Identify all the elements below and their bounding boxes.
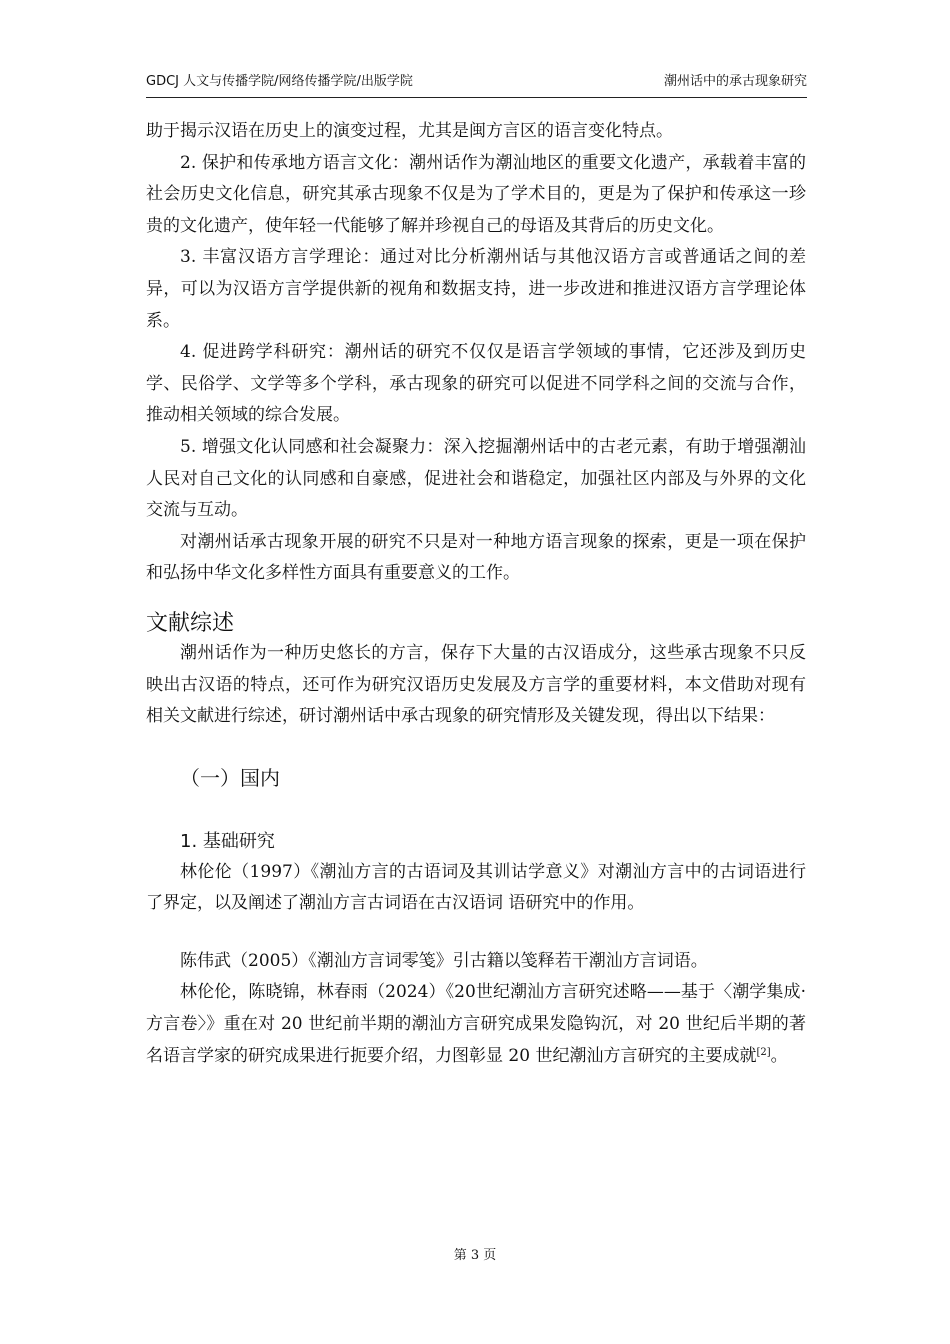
list-item-2: 2. 保护和传承地方语言文化：潮州话作为潮汕地区的重要文化遗产，承载着丰富的社会历史文化信息，研究其承古现象不仅是为了学术目的，更是为了保护和传承这一珍贵的文化遗产，使年轻一代能够了解并珍视自己的母语及其背后的历史文化。 xyxy=(146,152,806,236)
subsection-heading: （一）国内 xyxy=(180,765,280,790)
spacer xyxy=(146,920,806,946)
list-item-5: 5. 增强文化认同感和社会凝聚力：深入挖掘潮州话中的古老元素，有助于增强潮汕人民对自己文化的认同感和自豪感，促进社会和谐稳定，加强社区内部及与外界的文化交流与互动。 xyxy=(146,436,806,521)
reference-text: 林伦伦，陈晓锦，林春雨（2024）《20世纪潮汕方言研究述略——基于〈潮学集成·方言卷〉》重在对 20 世纪前半期的潮汕方言研究成果发隐钩沉，对 20 世纪后半期的著名语言学家的研究成果进行扼要介绍，力图彰显 20 世纪潮汕方言研究的主要成就 xyxy=(146,982,806,1066)
header-right-title: 潮州话中的承古现象研究 xyxy=(663,73,807,89)
running-header xyxy=(146,68,807,90)
list-item-3: 3. 丰富汉语方言学理论：通过对比分析潮州话与其他汉语方言或普通话之间的差异，可以为汉语方言学提供新的视角和数据支持，进一步改进和推进汉语方言学理论体系。 xyxy=(146,247,806,331)
reference-end-punct: 。 xyxy=(770,1045,788,1066)
section-intro: 潮州话作为一种历史悠长的方言，保存下大量的古汉语成分，这些承古现象不只反映出古汉语的特点，还可作为研究汉语历史发展及方言学的重要材料，本文借助对现有相关文献进行综述，研讨潮州话中承古现象的研究情形及关键发现，得出以下结果： xyxy=(146,642,806,727)
summary-paragraph: 对潮州话承古现象开展的研究不只是对一种地方语言现象的探索，更是一项在保护和弘扬中华文化多样性方面具有重要意义的工作。 xyxy=(146,531,806,584)
citation-marker: [2] xyxy=(756,1046,771,1058)
subsubsection-heading: 1. 基础研究 xyxy=(180,830,275,852)
reference-entry: 林伦伦（1997）《潮汕方言的古语词及其训诂学意义》对潮汕方言中的古词语进行了界定，以及阐述了潮汕方言古词语在古汉语词 语研究中的作用。 xyxy=(146,861,806,914)
page-number: 第 3 页 xyxy=(453,1248,497,1263)
header-left-institution: GDCJ 人文与传播学院/网络传播学院/出版学院 xyxy=(146,73,413,89)
paragraph-continued: 助于揭示汉语在历史上的演变过程，尤其是闽方言区的语言变化特点。 xyxy=(146,121,673,141)
header-rule xyxy=(146,97,807,98)
list-item-4: 4. 促进跨学科研究：潮州话的研究不仅仅是语言学领域的事情，它还涉及到历史学、民俗学、文学等多个学科，承古现象的研究可以促进不同学科之间的交流与合作，推动相关领域的综合发展。 xyxy=(146,342,806,426)
section-heading: 文献综述 xyxy=(146,610,235,636)
reference-entry: 陈伟武（2005）《潮汕方言词零笺》引古籍以笺释若干潮汕方言词语。 xyxy=(180,950,708,971)
reference-entry xyxy=(146,977,806,1072)
page-body xyxy=(146,116,806,1072)
